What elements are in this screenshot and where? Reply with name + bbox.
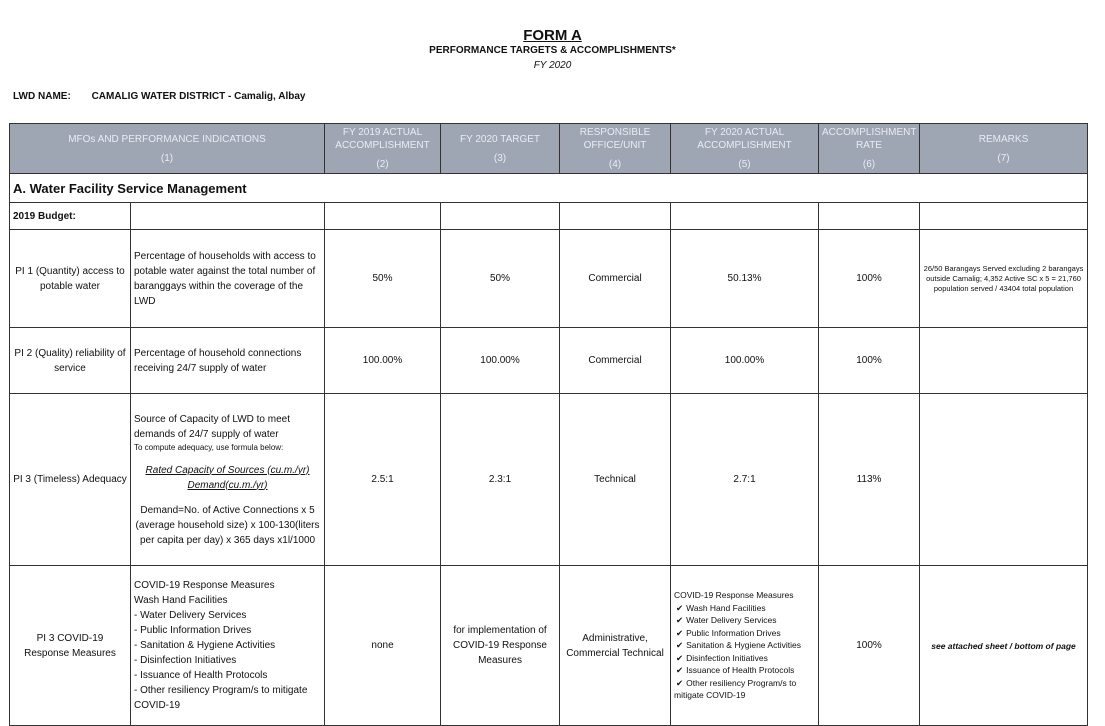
lwd-name-label: LWD NAME: [13, 91, 71, 102]
covid-line: COVID-19 Response Measures [134, 580, 275, 591]
fy2019-value: none [325, 566, 441, 726]
table-row [10, 394, 1088, 566]
budget-row [10, 203, 1088, 230]
pi-description [131, 566, 325, 726]
target-value: 100.00% [441, 328, 560, 394]
header-remarks: REMARKS (7) [920, 124, 1088, 174]
covid-actual-item: ✔ Wash Hand Facilities [676, 602, 766, 613]
covid-actual-title: COVID-19 Response Measures [674, 590, 794, 601]
office-value: Administrative, Commercial Technical [560, 566, 671, 726]
pi-description: Percentage of household connections receiving 24/7 supply of water [131, 328, 325, 394]
pi-label: PI 3 COVID-19 Response Measures [10, 566, 131, 726]
pi-label: PI 3 (Timeless) Adequacy [10, 394, 131, 566]
actual-value: 50.13% [671, 230, 819, 328]
formula-numerator: Rated Capacity of Sources (cu.m./yr) [145, 464, 310, 476]
check-icon: ✔ [676, 640, 684, 651]
target-value: 2.3:1 [441, 394, 560, 566]
header-responsible-office: RESPONSIBLE OFFICE/UNIT (4) [560, 124, 671, 174]
pi-label: PI 2 (Quality) reliability of service [10, 328, 131, 394]
covid-actual-item: ✔ Disinfection Initiatives [676, 652, 768, 663]
header-fy2020-actual: FY 2020 ACTUAL ACCOMPLISHMENT (5) [671, 124, 819, 174]
rate-value: 100% [819, 230, 920, 328]
target-value: 50% [441, 230, 560, 328]
table-row [10, 230, 1088, 328]
actual-value [671, 566, 819, 726]
form-title: FORM A [523, 27, 582, 44]
covid-line: - Disinfection Initiatives [134, 655, 237, 666]
actual-value: 2.7:1 [671, 394, 819, 566]
fy2019-value: 100.00% [325, 328, 441, 394]
covid-actual-item: ✔ Water Delivery Services [676, 615, 777, 626]
check-icon: ✔ [676, 677, 684, 688]
covid-actual-item: ✔ Other resiliency Program/s to mitigate COVID-19 [674, 677, 797, 701]
office-value: Technical [560, 394, 671, 566]
header-row [10, 124, 1088, 174]
covid-line: - Water Delivery Services [134, 610, 247, 621]
remarks-value: see attached sheet / bottom of page [920, 566, 1088, 726]
covid-actual-item: ✔ Public Information Drives [676, 627, 781, 638]
covid-line: Wash Hand Facilities [134, 595, 228, 606]
table-row [10, 566, 1088, 726]
fy2019-value: 50% [325, 230, 441, 328]
covid-line: - Sanitation & Hygiene Activities [134, 640, 276, 651]
check-icon: ✔ [676, 602, 684, 613]
form-subtitle: PERFORMANCE TARGETS & ACCOMPLISHMENTS* [429, 45, 676, 56]
rate-value: 100% [819, 328, 920, 394]
header-mfos: MFOs AND PERFORMANCE INDICATIONS (1) [10, 124, 325, 174]
header-fy2019: FY 2019 ACTUAL ACCOMPLISHMENT (2) [325, 124, 441, 174]
pi-description: Percentage of households with access to potable water against the total number of baranggays within the coverage of the LWD [131, 230, 325, 328]
adequacy-note: To compute adequacy, use formula below: [134, 442, 284, 452]
remarks-value: 26/50 Barangays Served excluding 2 barangays outside Camalig; 4,352 Active SC x 5 = 21,760 population served / 43404 total population [920, 230, 1088, 328]
check-icon: ✔ [676, 615, 684, 626]
section-title: A. Water Facility Service Management [10, 174, 1088, 203]
office-value: Commercial [560, 230, 671, 328]
header-fy2020-target: FY 2020 TARGET (3) [441, 124, 560, 174]
rate-value: 100% [819, 566, 920, 726]
formula-denominator: Demand(cu.m./yr) [187, 479, 268, 491]
office-value: Commercial [560, 328, 671, 394]
section-row [10, 174, 1088, 203]
covid-line: - Issuance of Health Protocols [134, 670, 268, 681]
demand-formula: Demand=No. of Active Connections x 5 (average household size) x 100-130(liters per capita per day) x 365 days x1l/1000 [135, 504, 320, 546]
rate-value: 113% [819, 394, 920, 566]
check-icon: ✔ [676, 652, 684, 663]
pi-label: PI 1 (Quantity) access to potable water [10, 230, 131, 328]
header-accomplishment-rate: ACCOMPLISHMENT RATE (6) [819, 124, 920, 174]
adequacy-formula [134, 463, 321, 493]
fiscal-year: FY 2020 [533, 60, 572, 71]
performance-table [9, 123, 1088, 726]
pi-description [131, 394, 325, 566]
covid-actual-item: ✔ Sanitation & Hygiene Activities [676, 640, 801, 651]
remarks-value [920, 328, 1088, 394]
check-icon: ✔ [676, 665, 684, 676]
lwd-name-value: CAMALIG WATER DISTRICT - Camalig, Albay [91, 91, 306, 102]
budget-label: 2019 Budget: [10, 203, 131, 230]
target-value: for implementation of COVID-19 Response Measures [441, 566, 560, 726]
lwd-name-line [13, 91, 305, 102]
actual-value: 100.00% [671, 328, 819, 394]
fy2019-value: 2.5:1 [325, 394, 441, 566]
covid-line: - Public Information Drives [134, 625, 252, 636]
check-icon: ✔ [676, 627, 684, 638]
covid-line: - Other resiliency Program/s to mitigate COVID-19 [134, 685, 308, 711]
adequacy-description: Source of Capacity of LWD to meet demands of 24/7 supply of water [134, 413, 290, 440]
remarks-value [920, 394, 1088, 566]
covid-actual-item: ✔ Issuance of Health Protocols [676, 665, 795, 676]
table-row [10, 328, 1088, 394]
